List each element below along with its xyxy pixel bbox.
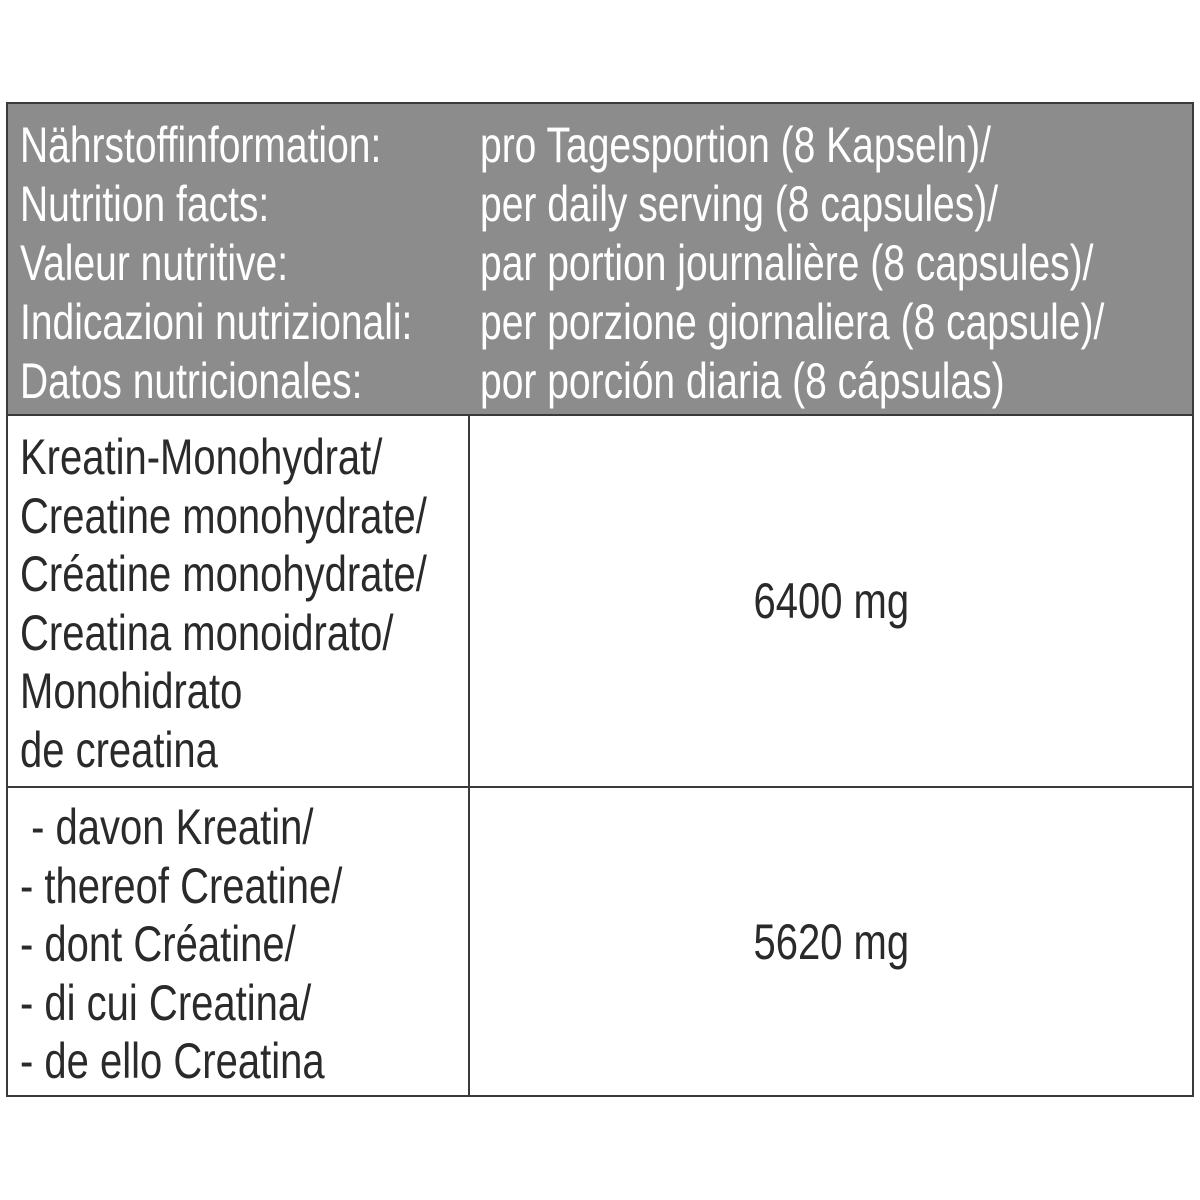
nutrient-name-line: - thereof Creatine/	[20, 857, 343, 914]
nutrient-value-text: 6400 mg	[753, 573, 909, 629]
header-label: Indicazioni nutrizionali:	[20, 294, 413, 350]
header-label: Nährstoffinformation:	[20, 117, 382, 173]
nutrient-name-line: - dont Créatine/	[20, 916, 296, 972]
table-header	[8, 104, 1192, 416]
nutrient-name-line: Creatina monoidrato/	[20, 604, 394, 661]
serving-text: pro Tagesportion (8 Kapseln)/	[480, 117, 991, 173]
serving-text: por porción diaria (8 cápsulas)	[480, 353, 1005, 409]
nutrient-name-line: - de ello Creatina	[20, 1033, 325, 1089]
serving-text: per daily serving (8 capsules)/	[480, 176, 999, 232]
nutrient-name	[20, 798, 342, 1091]
table-row	[8, 788, 1192, 1095]
serving-text: per porzione giornaliera (8 capsule)/	[480, 294, 1105, 350]
header-serving	[480, 116, 1104, 411]
nutrient-value-text: 5620 mg	[753, 913, 909, 970]
nutrient-name-line: Créatine monohydrate/	[20, 546, 427, 602]
nutrition-table	[6, 102, 1194, 1097]
nutrient-name-line: - di cui Creatina/	[20, 974, 312, 1031]
serving-text: par portion journalière (8 capsules)/	[480, 235, 1094, 291]
nutrient-name-line: Kreatin-Monohydrat/	[20, 429, 383, 485]
header-label: Nutrition facts:	[20, 176, 270, 232]
header-labels	[20, 116, 412, 411]
nutrient-name-line: Creatine monohydrate/	[20, 487, 427, 544]
nutrient-name-line: - davon Kreatin/	[20, 799, 314, 855]
nutrient-name	[20, 428, 427, 779]
nutrient-name-line: Monohidrato	[20, 663, 243, 719]
header-label: Datos nutricionales:	[20, 353, 363, 409]
nutrient-name-line: de creatina	[20, 721, 218, 778]
table-row	[8, 416, 1192, 788]
nutrient-value	[470, 788, 1192, 1095]
nutrient-value	[470, 416, 1192, 786]
header-label: Valeur nutritive:	[20, 235, 289, 291]
